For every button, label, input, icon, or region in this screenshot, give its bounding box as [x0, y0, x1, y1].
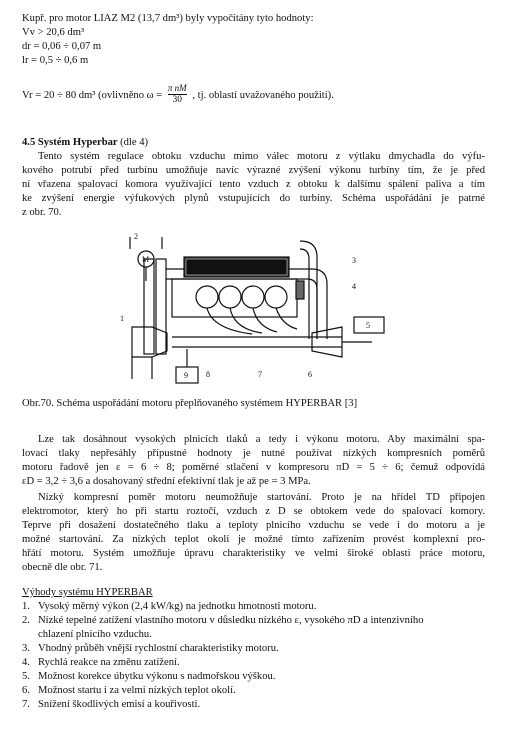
label-6: 6	[308, 370, 312, 379]
intro-line: Kupř. pro motor LIAZ M2 (13,7 dm³) byly vypočítány tyto hodnoty:	[22, 13, 314, 24]
para3-line: hřátí motoru. Systém umožňuje úpravu charakteristiky ve velmi široké oblasti práce motoru,	[22, 548, 485, 559]
para1-line: z obr. 70.	[22, 207, 62, 218]
vv-value: Vv > 20,6 dm³	[22, 27, 85, 38]
label-9: 9	[184, 371, 188, 380]
label-7: 7	[258, 370, 262, 379]
list-item: 6. Možnost startu i za velmi nízkých teplot okolí.	[22, 685, 236, 696]
section-heading	[22, 136, 148, 149]
cylinder-2	[219, 286, 241, 308]
label-8: 8	[206, 370, 210, 379]
list-item-continuation: chlazení plnicího vzduchu.	[38, 629, 152, 640]
para3-line: elektromotor, který ho při startu roztočí, vzduch z D se obtokem vede do spalovací komory.	[22, 506, 485, 517]
para2-line: εD = 3,2 ÷ 3,6 a dosahovaný střední efektivní tlak je až pe = 3 MPa.	[22, 476, 311, 487]
para2-line: Lze tak dosáhnout vysokých plnicích tlaků a tedy i výkonu motoru. Aby maximální spa-	[38, 434, 485, 445]
dr-value: dr = 0,06 ÷ 0,07 m	[22, 41, 102, 52]
section-note: (dle 4)	[120, 137, 149, 148]
label-2: 2	[134, 232, 138, 241]
advantages-title: Výhody systému HYPERBAR	[22, 587, 153, 598]
list-item: 7. Snížení škodlivých emisí a kouřivosti.	[22, 699, 201, 710]
cylinder-1	[196, 286, 218, 308]
vr-formula	[22, 84, 334, 107]
list-item: 5. Možnost korekce úbytku výkonu s nadmořskou výškou.	[22, 671, 276, 682]
turbocharger	[132, 327, 167, 357]
label-m: M	[142, 255, 150, 264]
list-item: 4. Rychlá reakce na změnu zatížení.	[22, 657, 180, 668]
vr-pre: Vr = 20 ÷ 80 dm³ (ovlivněno ω =	[22, 89, 163, 101]
para1-line: ke zvýšení energie výfukových plynů vstupujících do turbíny. Schéma uspořádání je patrné	[22, 193, 485, 204]
para2-line: lovací tlaky nepřesáhly přípustné hodnoty je nutné používat nízkých kompresních poměrů	[22, 448, 485, 459]
vr-post: , tj. oblastí uvažovaného použití).	[192, 89, 334, 101]
list-item: 3. Vhodný průběh vnější rychlostní charakteristiky motoru.	[22, 643, 279, 654]
label-3: 3	[352, 256, 356, 265]
para3-line: obecně dle obr. 71.	[22, 562, 103, 573]
para3-line: Teprve při dosažení dostatečného tlaku a teploty plnicího vzduchu se vede i do motoru a je	[22, 520, 485, 531]
fraction	[168, 83, 187, 106]
para2-line: motoru řadově jen ε = 6 ÷ 8; poměrné stlačení v kompresoru πD = 5 ÷ 6; čemuž odpovídá	[22, 462, 485, 473]
cylinder-3	[242, 286, 264, 308]
fraction-denominator: 30	[172, 95, 183, 105]
cylinder-4	[265, 286, 287, 308]
section-number: 4.5 Systém Hyperbar	[22, 137, 118, 148]
para1-line: Tento systém regulace obtoku vzduchu mimo válec motoru z výtlaku dmychadla do výfu-	[38, 151, 485, 162]
list-item: 1. Vysoký měrný výkon (2,4 kW/kg) na jednotku hmotnosti motoru.	[22, 601, 317, 612]
para1-line: kového potrubí před turbínu umožňuje navíc výrazné zvýšení výkonu turbíny tím, že je před	[22, 165, 485, 176]
para3-line: možné startování. Za nízkých teplot okolí je možné tímto zařízením provést komplexní pro-	[22, 534, 485, 545]
list-item: 2. Nízké tepelné zatížení vlastního motoru v důsledku nízkého ε, vysokého πD a intenzivního	[22, 615, 424, 626]
label-1: 1	[120, 314, 124, 323]
lr-value: lr = 0,5 ÷ 0,6 m	[22, 55, 89, 66]
para3-line: Nízký kompresní poměr motoru neumožňuje startování. Proto je na hřídel TD připojen	[38, 492, 485, 503]
para1-line: ní vřazena spalovací komora využívající tento vzduch z obtoku k dalšímu spálení paliva a tím	[22, 179, 485, 190]
figure-caption: Obr.70. Schéma uspořádání motoru přeplňovaného systémem HYPERBAR [3]	[22, 398, 358, 409]
label-5: 5	[366, 321, 370, 330]
hyperbar-schematic	[112, 229, 402, 389]
fraction-numerator: π nM	[167, 83, 187, 93]
label-4: 4	[352, 282, 356, 291]
